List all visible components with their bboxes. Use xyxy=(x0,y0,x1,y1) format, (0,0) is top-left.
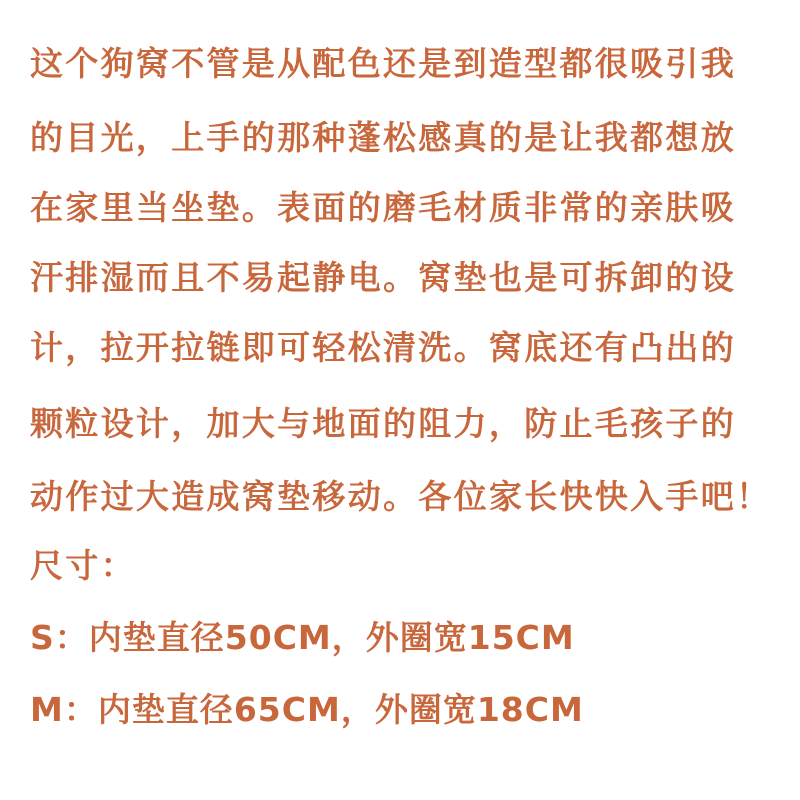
description-line-6: 颗粒设计，加大与地面的阻力，防止毛孩子的 xyxy=(30,404,736,443)
description-line-3: 在家里当坐垫。表面的磨毛材质非常的亲肤吸 xyxy=(30,188,736,227)
description-line-1: 这个狗窝不管是从配色还是到造型都很吸引我 xyxy=(30,44,736,83)
size-heading: 尺寸： xyxy=(30,546,136,585)
description-line-4: 汗排湿而且不易起静电。窝垫也是可拆卸的设 xyxy=(30,258,736,297)
description-line-2: 的目光，上手的那种蓬松感真的是让我都想放 xyxy=(30,118,736,157)
size-m-spec: M：内垫直径65CM，外圈宽18CM xyxy=(30,690,584,729)
size-s-spec: S：内垫直径50CM，外圈宽15CM xyxy=(30,618,575,657)
description-line-7: 动作过大造成窝垫移动。各位家长快快入手吧！ xyxy=(30,477,772,516)
description-line-5: 计，拉开拉链即可轻松清洗。窝底还有凸出的 xyxy=(30,328,736,367)
